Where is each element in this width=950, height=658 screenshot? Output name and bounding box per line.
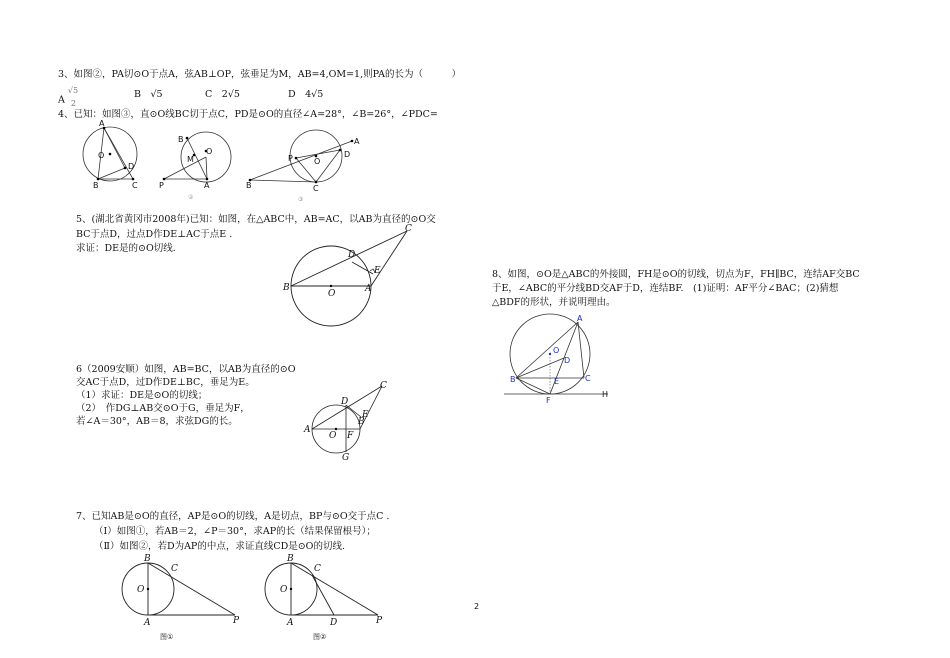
q6-label-d: D <box>341 397 349 407</box>
q7-figure-1 <box>135 551 247 643</box>
q6-label-e: E <box>362 410 369 420</box>
q5-figure <box>280 222 420 354</box>
q7-f1-label-c: C <box>171 564 178 574</box>
q7-f1-label-b: B <box>144 554 151 564</box>
q4-f1-label-a: A <box>99 119 105 128</box>
q7-figure-2 <box>278 551 390 643</box>
q6-label-f: F <box>347 431 354 441</box>
q4-f1-label-c: C <box>132 181 138 190</box>
q6-figure <box>302 380 394 463</box>
q6-label-o: O <box>329 431 337 441</box>
q4-figure-3 <box>240 124 370 202</box>
q8-label-o: O <box>553 346 560 355</box>
q8-label-b: B <box>510 375 516 384</box>
q7-f2-label-d: D <box>330 618 338 628</box>
q7-f1-label-p: P <box>233 616 240 626</box>
q6-text-line4: （2） 作DG⊥AB交⊙O于G，垂足为F， <box>76 403 250 414</box>
q7-f1-label-a: A <box>144 618 151 628</box>
q8-label-h: H <box>602 390 609 399</box>
q3-text: 3、如图②，PA切⊙O于点A，弦AB⊥OP，弦垂足为M，AB=4,OM=1,则PA的长为（ ） <box>58 69 462 80</box>
q5-label-e: E <box>374 266 381 276</box>
q4-f2-label-a: A <box>204 181 210 190</box>
page-number: 2 <box>474 602 480 611</box>
q7-text-line1: 7、已知AB是⊙O的直径，AP是⊙O的切线，A是切点，BP与⊙O交于点C . <box>76 511 390 522</box>
q4-f2-label-m: M <box>187 155 194 164</box>
q6-text-line3: （1）求证：DE是⊙O的切线； <box>76 390 208 401</box>
q4-f2-label-o: O <box>206 147 213 156</box>
q7-f2-caption: 图② <box>313 633 327 641</box>
q4-figure-1 <box>76 118 146 194</box>
q5-label-c: C <box>405 224 412 234</box>
q7-f2-label-o: O <box>280 585 288 595</box>
q7-text-line2: （Ⅰ）如图①，若AB＝2，∠P＝30°，求AP的长（结果保留根号）； <box>94 526 376 537</box>
q5-text-line1: 5、(湖北省黄冈市2008年)已知：如图，在△ABC中，AB=AC，以AB为直径的⊙O交 <box>76 214 436 225</box>
q6-label-c: C <box>380 381 387 391</box>
q4-f2-label-p: P <box>159 181 164 190</box>
q5-text-line2: BC于点D，过点D作DE⊥AC于点E . <box>76 229 233 240</box>
q4-f3-caption: ③ <box>298 196 304 203</box>
q5-label-o: O <box>328 289 336 299</box>
q3-option-b: B √5 <box>134 89 163 100</box>
q4-f2-label-b: B <box>178 135 184 144</box>
q7-f1-caption: 图① <box>160 633 174 641</box>
q8-figure <box>500 308 620 408</box>
q4-text: 4、已知：如图③，直⊙O线BC切于点C，PD是⊙O的直径∠A=28°，∠B=26°，∠PDC= <box>58 109 438 120</box>
q6-label-g: G <box>342 453 350 463</box>
q6-label-b: B <box>358 417 365 427</box>
q3-option-c: C 2√5 <box>205 89 240 100</box>
q3-option-a-den: 2 <box>70 99 76 108</box>
q4-f3-label-a: A <box>354 137 360 146</box>
q7-f1-label-o: O <box>137 585 145 595</box>
q4-f3-label-d: D <box>344 150 351 159</box>
q7-f2-label-b: B <box>287 554 294 564</box>
q8-text-line1: 8、如图，⊙O是△ABC的外接圆，FH是⊙O的切线，切点为F，FH∥BC，连结AF交BC <box>492 269 860 280</box>
q6-text-line5: 若∠A＝30°，AB＝8，求弦DG的长。 <box>76 416 238 427</box>
q3-option-a-letter: A <box>58 94 65 106</box>
q5-label-d: D <box>348 250 356 260</box>
q8-label-a: A <box>577 314 583 323</box>
q4-f1-label-d: D <box>128 162 135 171</box>
q8-label-e: E <box>554 377 560 386</box>
q6-label-a: A <box>304 425 311 435</box>
q4-f3-label-c: C <box>313 184 319 193</box>
q7-f2-label-c: C <box>314 564 321 574</box>
q4-f3-label-b: B <box>246 181 252 190</box>
q8-text-line3: △BDF的形状，并说明理由。 <box>492 297 616 308</box>
q4-f1-label-b: B <box>93 181 99 190</box>
q8-label-c: C <box>585 374 591 383</box>
q6-text-line1: 6（2009安顺）如图，AB=BC，以AB为直径的⊙O <box>76 364 296 375</box>
q4-f2-caption: ② <box>188 194 194 201</box>
q4-f3-label-o: O <box>314 157 321 166</box>
q6-text-line2: 交AC于点D，过D作DE⊥BC，垂足为E。 <box>76 377 255 388</box>
q7-f2-label-a: A <box>287 618 294 628</box>
q5-text-line3: 求证：DE是的⊙O切线. <box>76 243 176 254</box>
q4-f1-label-o: O <box>98 151 105 160</box>
q7-text-line3: （Ⅱ）如图②，若D为AP的中点，求证直线CD是⊙O的切线. <box>94 541 345 552</box>
q5-label-b: B <box>283 283 290 293</box>
q7-f2-label-p: P <box>376 616 383 626</box>
q4-figure-2 <box>150 124 240 200</box>
q8-text-line2: 于E，∠ABC的平分线BD交AF于D，连结BF. (1)证明：AF平分∠BAC；(2)猜想 <box>492 283 839 294</box>
q8-label-f: F <box>546 396 551 405</box>
q4-f3-label-p: P <box>288 154 293 163</box>
q5-label-a: A <box>365 284 372 294</box>
q8-label-d: D <box>564 356 571 365</box>
q3-option-a-num: √5 <box>67 86 79 95</box>
q3-option-d: D 4√5 <box>288 89 324 100</box>
